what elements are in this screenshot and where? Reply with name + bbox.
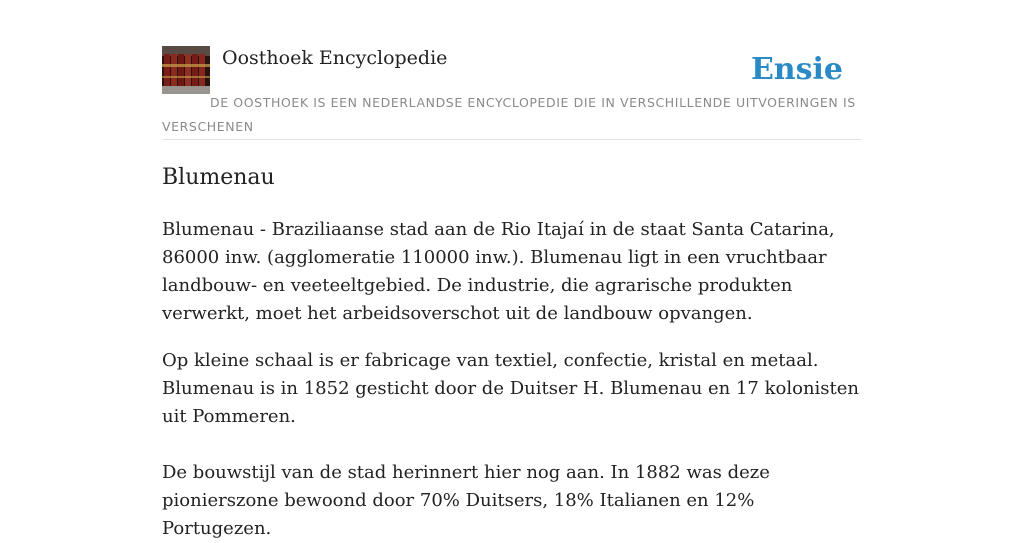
article-paragraph-2: Op kleine schaal is er fabricage van textiel, confectie, kristal en metaal. Blumenau is in 1852 gesticht door de Duitser H. Blumenau en 17 kolonisten uit Pommeren. <box>162 350 860 427</box>
site-tagline: DE OOSTHOEK IS EEN NEDERLANDSE ENCYCLOPEDIE DIE IN VERSCHILLENDE UITVOERINGEN IS VERSCHENEN <box>162 95 856 134</box>
site-name[interactable]: Oosthoek Encyclopedie <box>222 47 448 69</box>
brand-logo[interactable]: Ensie <box>750 52 843 87</box>
article-title: Blumenau <box>162 165 275 190</box>
article-paragraph-3: De bouwstijl van de stad herinnert hier nog aan. In 1882 was deze pionierszone bewoond door 70% Duitsers, 18% Italianen en 12% Portugezen. <box>162 462 770 539</box>
books-icon[interactable] <box>162 46 210 94</box>
article <box>162 160 862 543</box>
site-header <box>162 46 862 140</box>
article-paragraph-1: Blumenau - Braziliaanse stad aan de Rio Itajaí in de staat Santa Catarina, 86000 inw. (agglomeratie 110000 inw.). Blumenau ligt in een vruchtbaar landbouw- en veeteeltgebied. De industrie, die agrarische produkten verwerkt, moet het arbeidsoverschot uit de landbouw opvangen. <box>162 219 835 324</box>
